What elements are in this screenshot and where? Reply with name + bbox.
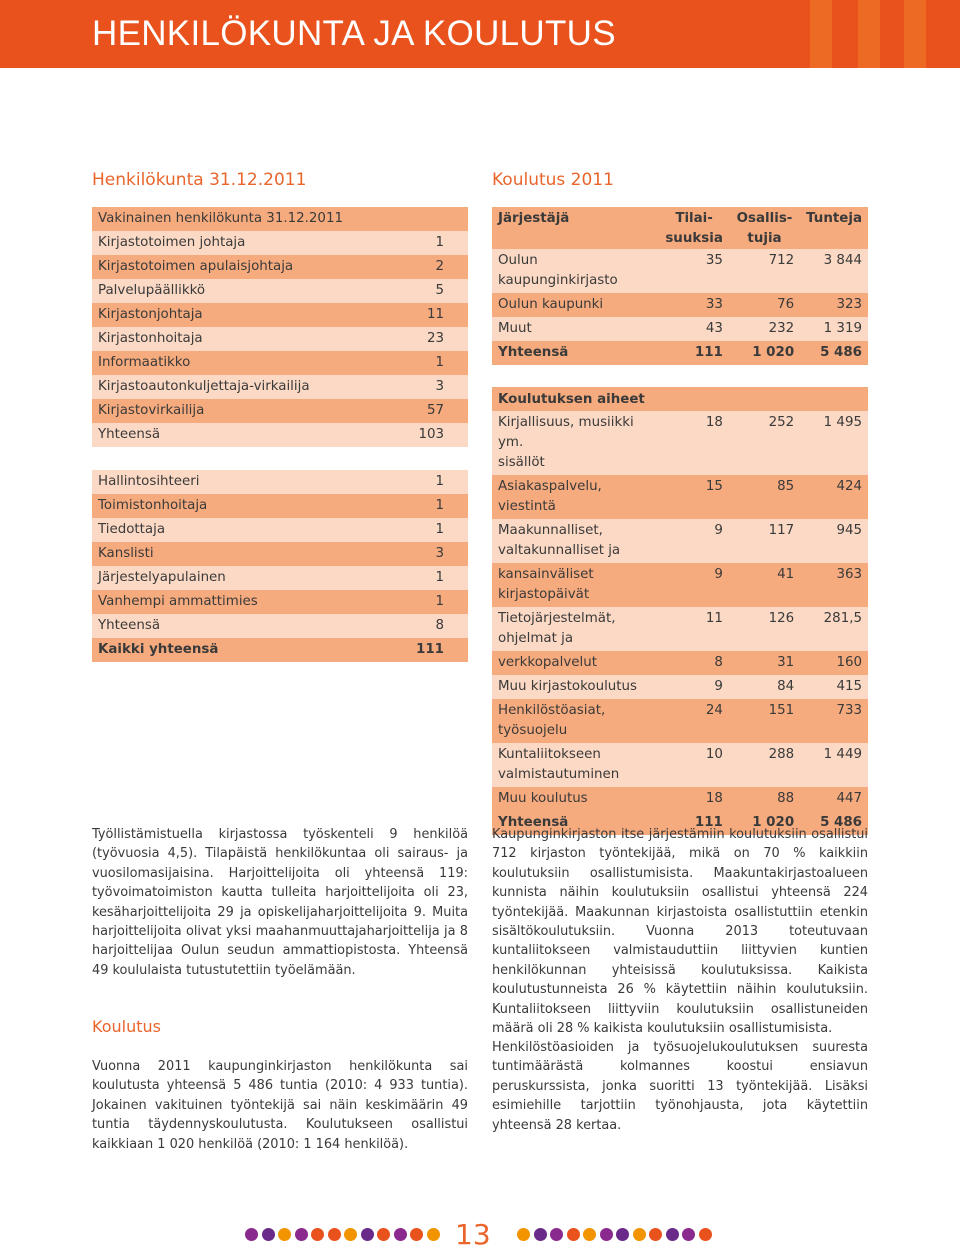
footer-dot (550, 1228, 563, 1241)
training-participants: 232 (729, 317, 800, 341)
training-section-title: Koulutus 2011 (492, 170, 614, 190)
staff-row (92, 518, 468, 542)
topic-row (492, 787, 868, 811)
training-label (492, 563, 659, 607)
training-detail-paragraph: Kaupunginkirjaston itse järjestämiin koulutuksiin osallistui 712 kirjaston työntekijää, mikä on 70 % kaikkiin koulutuksiin osallistumisista. Maakuntakirjastoalueen kunnista näihin koulutuksiin osallistui yhteensä 224 työntekijää. Maakunnan kirjastoista osallistuttiin etenkin sisältökoulutuksiin. Vuonna 2013 toteutuvaan kuntaliitokseen valmistauduttiin liittyvien kuntien henkilökunnan yhteisissä koulutuksissa. Kaikista koulutustunneista 26 % käytettiin näihin koulutuksiin. Kuntaliitokseen liittyviin koulutuksiin osallistuneiden määrä oli 28 % kaikista koulutuksiin osallistumisista. (492, 827, 868, 1037)
training-events: 11 (659, 607, 729, 651)
training-participants: 88 (729, 787, 800, 811)
training-hours: 323 (800, 293, 868, 317)
training-participants: 1 020 (729, 341, 800, 365)
topic-row (492, 675, 868, 699)
training-label-line2: sisällöt (498, 455, 545, 470)
banner-stripe (858, 0, 880, 68)
training-label-line1: Asiakaspalvelu, viestintä (498, 479, 602, 514)
organizer-total-row (492, 341, 868, 365)
training-participants: 1 020 (729, 811, 800, 835)
banner-stripe (904, 0, 926, 68)
training-label-line1: Muu kirjastokoulutus (498, 679, 637, 694)
training-label (492, 519, 659, 563)
training-events: 18 (659, 787, 729, 811)
training-label-line1: Kirjallisuus, musiikki ym. (498, 415, 634, 450)
staff-label: Yhteensä (92, 614, 388, 638)
training-participants: 151 (729, 699, 800, 743)
organizer-row (492, 293, 868, 317)
staff-row (92, 231, 468, 255)
topic-row (492, 699, 868, 743)
header-participants-line2: tujia (747, 231, 782, 246)
staff-label: Kirjastovirkailija (92, 399, 388, 423)
staff-row (92, 470, 468, 494)
staff-count: 3 (388, 375, 468, 399)
footer-dot (311, 1228, 324, 1241)
training-label-line1: Muu koulutus (498, 791, 588, 806)
training-events: 111 (659, 811, 729, 835)
staff-row (92, 327, 468, 351)
staff-count: 1 (388, 494, 468, 518)
header-organizer: Järjestäjä (492, 207, 659, 249)
training-hours: 5 486 (800, 811, 868, 835)
staff-label: Kirjastotoimen apulaisjohtaja (92, 255, 388, 279)
topic-row (492, 743, 868, 787)
staff-row (92, 590, 468, 614)
training-events: 15 (659, 475, 729, 519)
training-label (492, 607, 659, 651)
training-events: 43 (659, 317, 729, 341)
training-hours: 424 (800, 475, 868, 519)
staff-label: Tiedottaja (92, 518, 388, 542)
footer-dot (328, 1228, 341, 1241)
header-hours: Tunteja (800, 207, 868, 249)
training-label (492, 743, 659, 787)
training-label-line2: ohjelmat ja (498, 631, 574, 646)
footer-dot (427, 1228, 440, 1241)
staff-label: Vanhempi ammattimies (92, 590, 388, 614)
training-participants: 84 (729, 675, 800, 699)
staff-label: Kirjastonhoitaja (92, 327, 388, 351)
staff-row (92, 542, 468, 566)
training-hours: 3 844 (800, 249, 868, 293)
training-events: 9 (659, 675, 729, 699)
training-hours: 160 (800, 651, 868, 675)
training-label: Yhteensä (492, 341, 659, 365)
topic-row (492, 651, 868, 675)
staff-label: Kirjastoautonkuljettaja-virkailija (92, 375, 388, 399)
staff-row (92, 351, 468, 375)
training-label (492, 787, 659, 811)
header-events-line1: Tilai- (675, 211, 713, 226)
training-hours: 1 449 (800, 743, 868, 787)
training-label-line1: Maakunnalliset, (498, 523, 603, 538)
training-label (492, 475, 659, 519)
training-label: Oulun kaupunginkirjasto (492, 249, 659, 293)
footer-dot (649, 1228, 662, 1241)
first-aid-paragraph: Henkilöstöasioiden ja työsuojelukoulutuksen suuresta tuntimäärästä kolmannes koostui ensiavun peruskurssista, jonka suoritti 13 työntekijää. Lisäksi esimiehille tarjottiin työnohjausta, jota käytettiin yhteensä 28 kertaa. (492, 1040, 868, 1133)
staff-count: 5 (388, 279, 468, 303)
training-participants: 76 (729, 293, 800, 317)
staff-label: Hallintosihteeri (92, 470, 388, 494)
staff-label: Palvelupäällikkö (92, 279, 388, 303)
training-label: Yhteensä (492, 811, 659, 835)
training-events: 35 (659, 249, 729, 293)
header-participants (729, 207, 800, 249)
training-events: 24 (659, 699, 729, 743)
topics-header: Koulutuksen aiheet (492, 387, 868, 411)
staff-count: 23 (388, 327, 468, 351)
banner-stripe (810, 0, 832, 68)
staff-label: Kaikki yhteensä (92, 638, 388, 662)
header-events (659, 207, 729, 249)
training-events: 18 (659, 411, 729, 475)
training-label: Muut (492, 317, 659, 341)
training-hours: 415 (800, 675, 868, 699)
staff-count: 111 (388, 638, 468, 662)
training-paragraph: Vuonna 2011 kaupunginkirjaston henkilökunta sai koulutusta yhteensä 5 486 tuntia (2010: 4 933 tuntia). Jokainen vakituinen työntekijä sai näin keskimäärin 49 tuntia täydennyskoulutusta. Koulutukseen osallistui kaikkiaan 1 020 henkilöä (2010: 1 164 henkilöä). (92, 1059, 468, 1152)
staff-table (92, 207, 468, 662)
staff-count: 103 (388, 423, 468, 447)
training-label-line1: kansainväliset (498, 567, 594, 582)
staff-label: Kirjastonjohtaja (92, 303, 388, 327)
footer-dots-right (517, 1228, 717, 1242)
training-label (492, 699, 659, 743)
staff-count: 1 (388, 470, 468, 494)
training-header-row (492, 207, 868, 249)
topic-row (492, 475, 868, 519)
training-participants: 288 (729, 743, 800, 787)
staff-label: Toimistonhoitaja (92, 494, 388, 518)
footer-dot (394, 1228, 407, 1241)
staff-label: Informaatikko (92, 351, 388, 375)
footer-dot (295, 1228, 308, 1241)
training-label-line1: Kuntaliitokseen (498, 747, 601, 762)
staff-count: 2 (388, 255, 468, 279)
training-participants: 126 (729, 607, 800, 651)
page-number: 13 (455, 1218, 491, 1251)
training-label (492, 675, 659, 699)
training-hours: 1 495 (800, 411, 868, 475)
staff-count: 57 (388, 399, 468, 423)
training-label-line1: verkkopalvelut (498, 655, 597, 670)
training-events: 9 (659, 519, 729, 563)
staff-label: Järjestelyapulainen (92, 566, 388, 590)
training-label-line2: valmistautuminen (498, 767, 620, 782)
footer-dot (245, 1228, 258, 1241)
training-label: Oulun kaupunki (492, 293, 659, 317)
staff-count: 8 (388, 614, 468, 638)
footer-dot (517, 1228, 530, 1241)
topic-row (492, 563, 868, 607)
footer-dot (666, 1228, 679, 1241)
training-events: 9 (659, 563, 729, 607)
staff-row (92, 566, 468, 590)
topic-row (492, 607, 868, 651)
training-table (492, 207, 868, 835)
training-events: 111 (659, 341, 729, 365)
footer-dot (583, 1228, 596, 1241)
staff-section-title: Henkilökunta 31.12.2011 (92, 170, 307, 190)
footer-dot (567, 1228, 580, 1241)
staff-row (92, 375, 468, 399)
training-label-line1: Tietojärjestelmät, (498, 611, 616, 626)
footer-dot (682, 1228, 695, 1241)
training-events: 8 (659, 651, 729, 675)
staff-count: 1 (388, 518, 468, 542)
staff-count (388, 207, 468, 231)
training-hours: 5 486 (800, 341, 868, 365)
training-label (492, 651, 659, 675)
training-participants: 85 (729, 475, 800, 519)
header-participants-line1: Osallis- (736, 211, 793, 226)
staff-label: Kanslisti (92, 542, 388, 566)
training-label (492, 411, 659, 475)
topics-header-row (492, 387, 868, 411)
footer-dot (410, 1228, 423, 1241)
staff-count: 1 (388, 590, 468, 614)
staff-count: 1 (388, 566, 468, 590)
training-participants: 41 (729, 563, 800, 607)
training-hours: 363 (800, 563, 868, 607)
training-participants: 712 (729, 249, 800, 293)
training-hours: 1 319 (800, 317, 868, 341)
footer-dots-left (245, 1228, 445, 1242)
koulutus-heading: Koulutus (92, 1017, 161, 1036)
training-hours: 281,5 (800, 607, 868, 651)
footer-dot (278, 1228, 291, 1241)
training-events: 10 (659, 743, 729, 787)
training-events: 33 (659, 293, 729, 317)
staff-row (92, 303, 468, 327)
header-events-line2: suuksia (665, 231, 723, 246)
footer-dot (534, 1228, 547, 1241)
staff-row (92, 255, 468, 279)
table-gap (92, 447, 468, 470)
training-participants: 252 (729, 411, 800, 475)
footer-dot (600, 1228, 613, 1241)
staff-subtotal-row (92, 614, 468, 638)
staff-subtotal-row (92, 423, 468, 447)
footer-dot (616, 1228, 629, 1241)
staff-row (92, 399, 468, 423)
training-label-line2: työsuojelu (498, 723, 568, 738)
training-participants: 31 (729, 651, 800, 675)
organizer-row (492, 249, 868, 293)
training-participants: 117 (729, 519, 800, 563)
staff-header-row (92, 207, 468, 231)
staff-paragraph: Työllistämistuella kirjastossa työskenteli 9 henkilöä (työvuosia 4,5). Tilapäistä henkilökuntaa oli sairaus- ja vuosilomasijaisina. Harjoittelijoita oli yhteensä 119: työvoimatoimiston kautta tulleita harjoittelijoita oli 23, kesäharjoittelijoita 29 ja opiskelijaharjoittelijoita 9. Muita harjoittelijoita olivat yksi maahanmuuttajaharjoittelija ja 8 harjoittelijaa Oulun seudun ammattiopistosta. Yhteensä 49 koululaista tutustutettiin työelämään. (92, 827, 468, 978)
header-banner (0, 0, 960, 68)
training-hours: 733 (800, 699, 868, 743)
staff-row (92, 279, 468, 303)
footer-dot (262, 1228, 275, 1241)
table-gap (492, 365, 868, 387)
page-title: HENKILÖKUNTA JA KOULUTUS (92, 14, 616, 53)
staff-total-row (92, 638, 468, 662)
staff-label: Yhteensä (92, 423, 388, 447)
footer-dot (633, 1228, 646, 1241)
training-hours: 945 (800, 519, 868, 563)
staff-count: 1 (388, 351, 468, 375)
training-label-line2: valtakunnalliset ja (498, 543, 621, 558)
footer-dot (344, 1228, 357, 1241)
staff-label: Kirjastotoimen johtaja (92, 231, 388, 255)
staff-count: 1 (388, 231, 468, 255)
training-label-line1: Henkilöstöasiat, (498, 703, 606, 718)
staff-row (92, 494, 468, 518)
training-label-line2: kirjastopäivät (498, 587, 590, 602)
footer-dot (699, 1228, 712, 1241)
staff-count: 11 (388, 303, 468, 327)
staff-label: Vakinainen henkilökunta 31.12.2011 (92, 207, 388, 231)
footer-dot (377, 1228, 390, 1241)
organizer-row (492, 317, 868, 341)
topic-row (492, 519, 868, 563)
topic-row (492, 411, 868, 475)
training-hours: 447 (800, 787, 868, 811)
staff-count: 3 (388, 542, 468, 566)
footer-dot (361, 1228, 374, 1241)
